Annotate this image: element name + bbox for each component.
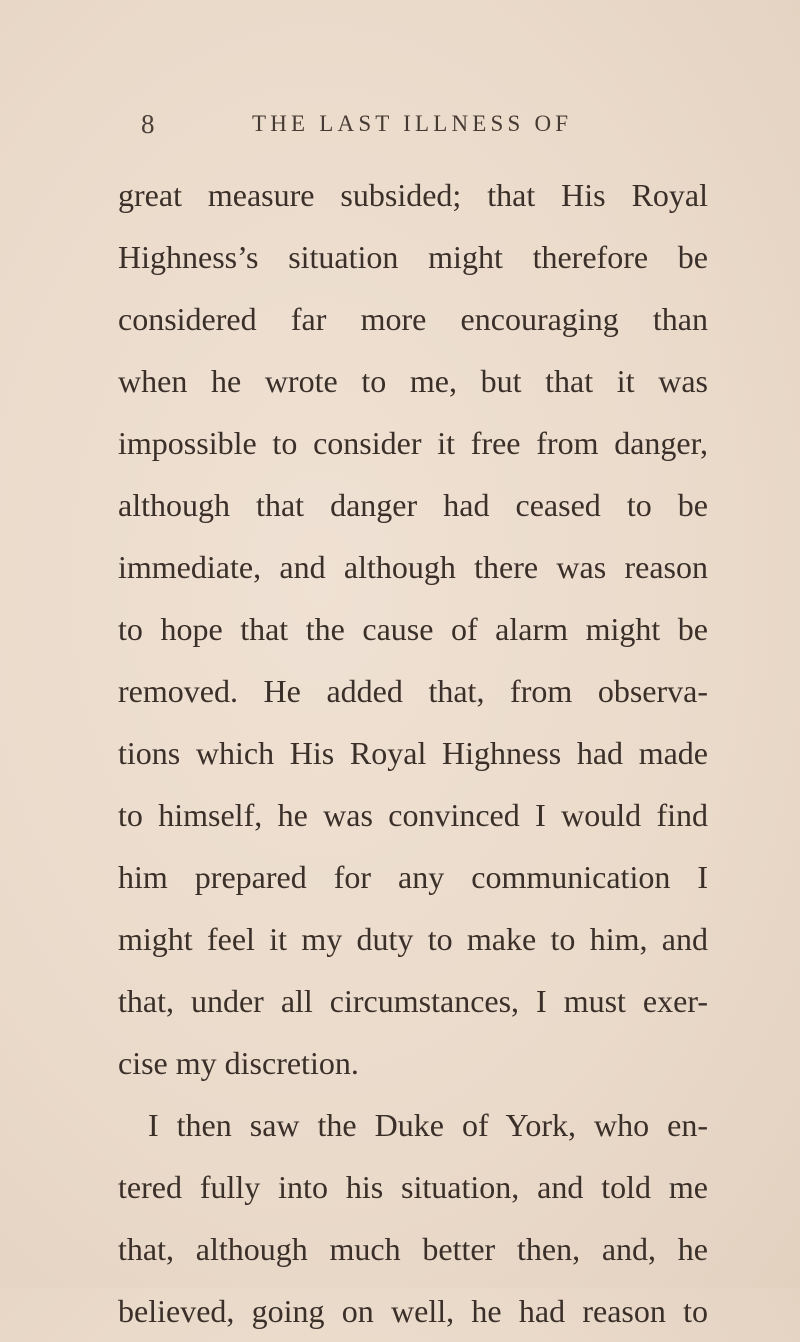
text-line: although that danger had ceased to be bbox=[118, 487, 708, 523]
text-line: tered fully into his situation, and told me bbox=[118, 1169, 708, 1205]
text-line: might feel it my duty to make to him, and bbox=[118, 921, 708, 957]
running-head bbox=[0, 104, 800, 144]
text-line: to himself, he was convinced I would find bbox=[118, 797, 708, 833]
body-text bbox=[118, 164, 708, 1342]
text-line: considered far more encouraging than bbox=[118, 301, 708, 337]
text-line: him prepared for any communication I bbox=[118, 859, 708, 895]
text-line: cise my discretion. bbox=[118, 1045, 359, 1081]
text-line: when he wrote to me, but that it was bbox=[118, 363, 708, 399]
text-line: impossible to consider it free from danger, bbox=[118, 425, 708, 461]
text-line: tions which His Royal Highness had made bbox=[118, 735, 708, 771]
text-line: immediate, and although there was reason bbox=[118, 549, 708, 585]
text-line: great measure subsided; that His Royal bbox=[118, 177, 708, 213]
text-line: believed, going on well, he had reason to bbox=[118, 1293, 708, 1329]
text-line: Highness’s situation might therefore be bbox=[118, 239, 708, 275]
running-title: THE LAST ILLNESS OF bbox=[252, 111, 573, 136]
text-line: that, under all circumstances, I must exer- bbox=[118, 983, 708, 1019]
paragraph-first-line: I then saw the Duke of York, who en- bbox=[148, 1107, 708, 1143]
text-line: to hope that the cause of alarm might be bbox=[118, 611, 708, 647]
text-line: removed. He added that, from observa- bbox=[118, 673, 708, 709]
page-number: 8 bbox=[141, 109, 155, 139]
text-line: that, although much better then, and, he bbox=[118, 1231, 708, 1267]
